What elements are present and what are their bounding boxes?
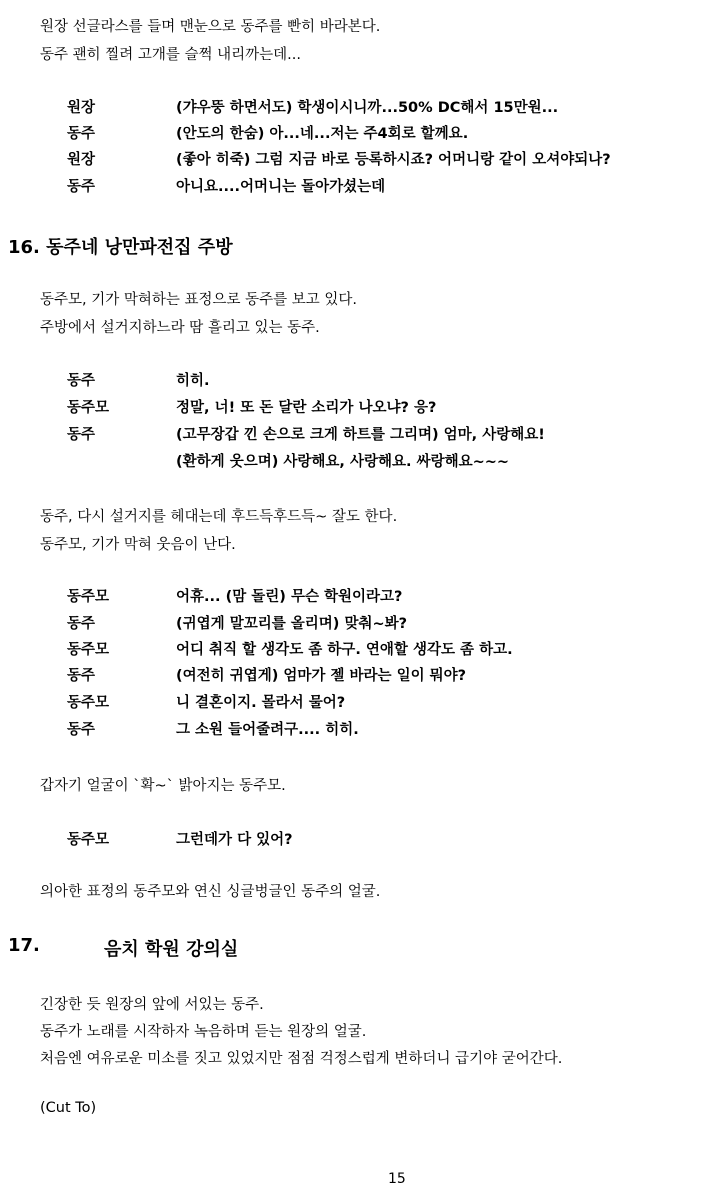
- scene-title: 동주네 낭만파전집 주방: [46, 237, 233, 258]
- dialogue-line: (좋아 히죽) 그럼 지금 바로 등록하시죠? 어머니랑 같이 오셔야되나?: [176, 152, 611, 168]
- action-line: 동주, 다시 설거지를 헤대는데 후드득후드득~ 잘도 한다.: [40, 509, 398, 525]
- dialogue-line: 정말, 너! 또 돈 달란 소리가 나오냐? 응?: [176, 400, 437, 416]
- scene-heading: [8, 233, 233, 259]
- action-line: 원장 선글라스를 들며 맨눈으로 동주를 빤히 바라본다.: [40, 19, 381, 35]
- dialogue-line: 아니요....어머니는 돌아가셨는데: [176, 179, 386, 195]
- scene-title: 음치 학원 강의실: [104, 939, 239, 960]
- action-line: 동주모, 기가 막혀 웃음이 난다.: [40, 537, 236, 553]
- character-name: 동주: [67, 179, 96, 195]
- dialogue-line: (갸우뚱 하면서도) 학생이시니까...50% DC해서 15만원...: [176, 100, 559, 116]
- action-line: 의아한 표정의 동주모와 연신 싱글벙글인 동주의 얼굴.: [40, 884, 381, 900]
- scene-number: 16.: [8, 237, 40, 258]
- dialogue-line: (안도의 한숨) 아...네...저는 주4회로 할께요.: [176, 126, 469, 142]
- action-line: 동주모, 기가 막혀하는 표정으로 동주를 보고 있다.: [40, 292, 358, 308]
- action-line: 동주 괜히 찔려 고개를 슬쩍 내리까는데...: [40, 47, 301, 63]
- character-name: 동주: [67, 126, 96, 142]
- page-number: 15: [388, 1171, 406, 1187]
- dialogue-line: 히히.: [176, 373, 210, 389]
- character-name: 동주모: [67, 642, 110, 658]
- action-line: 동주가 노래를 시작하자 녹음하며 듣는 원장의 얼굴.: [40, 1024, 367, 1040]
- character-name: 동주모: [67, 589, 110, 605]
- action-line: 갑자기 얼굴이 `확~` 밝아지는 동주모.: [40, 778, 286, 794]
- dialogue-line: (귀엽게 말꼬리를 올리며) 맞춰~봐?: [176, 616, 408, 632]
- character-name: 동주모: [67, 400, 110, 416]
- character-name: 동주: [67, 616, 96, 632]
- dialogue-line: 니 결혼이지. 몰라서 물어?: [176, 695, 346, 711]
- dialogue-line: 그 소원 들어줄려구.... 히히.: [176, 722, 359, 738]
- character-name: 동주모: [67, 695, 110, 711]
- dialogue-line: (환하게 웃으며) 사랑해요, 사랑해요. 싸랑해요~~~: [176, 454, 510, 470]
- dialogue-line: 어디 취직 할 생각도 좀 하구. 연애할 생각도 좀 하고.: [176, 642, 513, 658]
- character-name: 원장: [67, 100, 96, 116]
- character-name: 동주: [67, 668, 96, 684]
- transition-text: (Cut To): [40, 1100, 97, 1116]
- dialogue-line: 어휴... (맘 돌린) 무슨 학원이라고?: [176, 589, 403, 605]
- character-name: 동주: [67, 373, 96, 389]
- action-line: 주방에서 설거지하느라 땀 흘리고 있는 동주.: [40, 320, 320, 336]
- action-line: 처음엔 여유로운 미소를 짓고 있었지만 점점 걱정스럽게 변하더니 급기야 굳어간다.: [40, 1051, 563, 1067]
- character-name: 원장: [67, 152, 96, 168]
- dialogue-line: (고무장갑 낀 손으로 크게 하트를 그리며) 엄마, 사랑해요!: [176, 427, 545, 443]
- action-line: 긴장한 듯 원장의 앞에 서있는 동주.: [40, 997, 264, 1013]
- character-name: 동주모: [67, 832, 110, 848]
- character-name: 동주: [67, 722, 96, 738]
- character-name: 동주: [67, 427, 96, 443]
- dialogue-line: 그런데가 다 있어?: [176, 832, 293, 848]
- dialogue-line: (여전히 귀엽게) 엄마가 젤 바라는 일이 뭐야?: [176, 668, 467, 684]
- scene-number: 17.: [8, 935, 40, 956]
